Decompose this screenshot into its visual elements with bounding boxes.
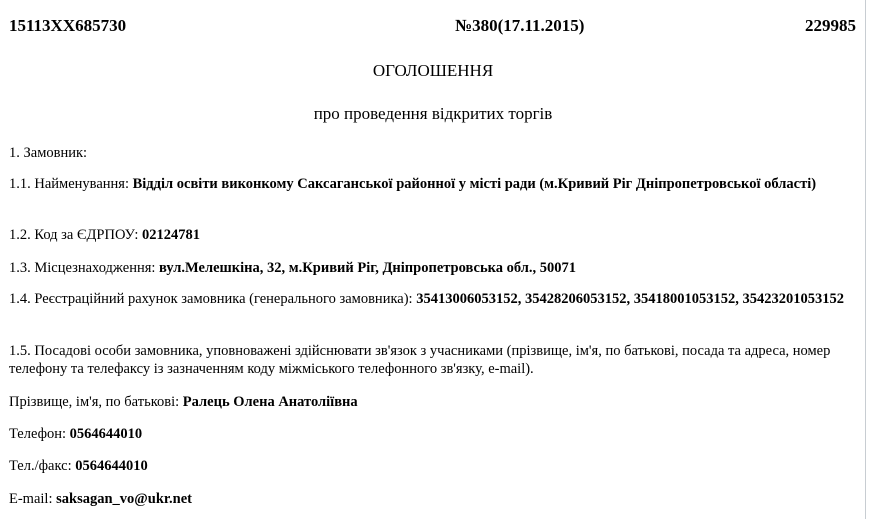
contact-person-label: Прізвище, ім'я, по батькові: [9,394,183,410]
bulletin-number-date: №380(17.11.2015) [455,16,585,35]
section-1-2-edrpou [9,226,849,244]
customer-name-value: Відділ освіти виконкому Саксаганської районної у місті ради (м.Кривий Ріг Дніпропетровської області) [132,176,817,192]
document-header [9,16,856,38]
phone-value: 0564644010 [69,426,143,442]
edrpou-value: 02124781 [141,227,200,243]
location-value: вул.Мелешкіна, 32, м.Кривий Ріг, Дніпропетровська обл., 50071 [159,260,577,276]
registry-code: 15113XX685730 [9,16,127,35]
section-1-4-accounts [9,290,849,308]
contact-person [9,393,849,411]
section-1-2-label: 1.2. Код за ЄДРПОУ: [9,227,142,243]
section-1-5-officials [9,342,849,378]
contact-email [9,490,849,508]
document-title: ОГОЛОШЕННЯ [372,61,494,80]
section-1-1-label: 1.1. Найменування: [9,176,133,192]
announcement-id: 229985 [805,16,856,35]
section-1-3-label: 1.3. Місцезнаходження: [9,260,160,276]
section-1-5-label: 1.5. Посадові особи замовника, уповноважені здійснювати зв'язок з учасниками (прізвище, ім'я, по батькові, посада та адреса, номер телефону та телефаксу із зазначенням коду міжміського телефонного зв'язку, e-mail). [9,343,831,377]
section-1-1-name [9,175,849,193]
section-1-label: 1. Замовник: [9,145,88,161]
phone-label: Телефон: [9,426,70,442]
email-label: E-mail: [9,491,57,507]
document-subtitle: про проведення відкритих торгів [313,104,553,123]
email-value: saksagan_vo@ukr.net [56,491,192,507]
accounts-value: 35413006053152, 35428206053152, 35418001053152, 35423201053152 [416,291,844,307]
contact-fax [9,457,849,475]
section-1-3-location [9,259,849,277]
fax-label: Тел./факс: [9,458,76,474]
contact-phone [9,425,849,443]
section-1-4-label: 1.4. Реєстраційний рахунок замовника (генерального замовника): [9,291,417,307]
contact-person-value: Ралець Олена Анатоліївна [182,394,358,410]
fax-value: 0564644010 [75,458,148,474]
section-1-heading [9,144,849,162]
